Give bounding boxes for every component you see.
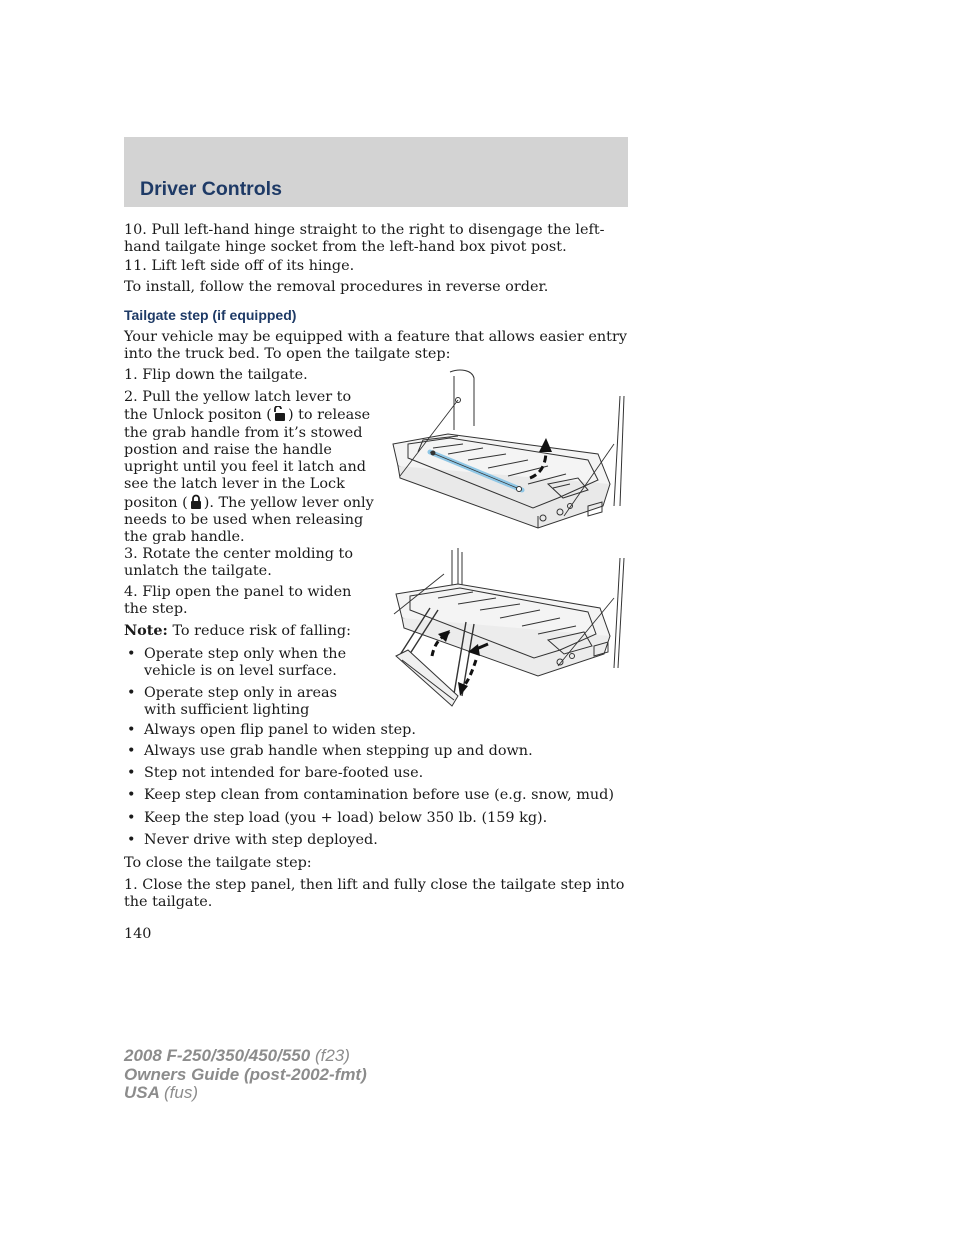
footer-region: USA <box>124 1083 160 1102</box>
bullet-text: Step not intended for bare-footed use. <box>144 765 424 781</box>
open-step-2-part-a: 2. Pull the yellow latch lever to the Unlock positon ( <box>124 389 352 424</box>
bullet-text: Always open flip panel to widen step. <box>144 722 416 738</box>
unlock-icon <box>273 406 287 422</box>
note-text: To reduce risk of falling: <box>167 623 351 639</box>
bullet-text: Operate step only in areas with sufficient lighting <box>144 685 337 718</box>
footer-model: 2008 F-250/350/450/550 <box>124 1046 311 1065</box>
open-step-3: 3. Rotate the center molding to unlatch the tailgate. <box>124 546 354 579</box>
section-header-band <box>124 137 628 207</box>
tailgate-handle-illustration <box>388 366 628 535</box>
bullet-text: Operate step only when the vehicle is on level surface. <box>144 646 347 679</box>
open-step-4: 4. Flip open the panel to widen the step. <box>124 584 352 617</box>
tailgate-step-intro: Your vehicle may be equipped with a feature that allows easier entry into the truck bed. To open the tailgate step: <box>124 329 627 362</box>
safety-note <box>124 623 374 640</box>
open-step-2 <box>124 389 376 547</box>
close-intro: To close the tailgate step: <box>124 855 312 871</box>
step-10-text: 10. Pull left-hand hinge straight to the right to disengage the left-hand tailgate hinge socket from the left-hand box pivot post. <box>124 222 605 255</box>
tailgate-step-heading: Tailgate step (if equipped) <box>124 307 297 323</box>
note-label: Note: <box>124 622 168 639</box>
footer-line-2: Owners Guide (post-2002-fmt) <box>124 1064 367 1084</box>
open-step-2-part-c: ). The yellow lever only needs to be used when releasing the grab handle. <box>124 494 374 546</box>
section-title: Driver Controls <box>140 178 282 200</box>
step-11-text: 11. Lift left side off of its hinge. <box>124 258 355 274</box>
page-number: 140 <box>124 926 152 942</box>
open-step-2-part-b: ) to release the grab handle from it’s stowed postion and raise the handle upright until you feel it latch and see the latch lever in the Lock positon ( <box>124 407 371 511</box>
close-step-1: 1. Close the step panel, then lift and fully close the tailgate step into the tailgate. <box>124 877 625 910</box>
lock-icon <box>189 494 203 510</box>
footer-line-3 <box>124 1084 367 1103</box>
install-note-text: To install, follow the removal procedures in reverse order. <box>124 279 549 295</box>
bullet-text: Keep step clean from contamination before use (e.g. snow, mud) <box>144 787 614 803</box>
bullet-text: Keep the step load (you + load) below 350 lb. (159 kg). <box>144 810 548 826</box>
bullet-text: Never drive with step deployed. <box>144 832 378 848</box>
footer-region-code: (fus) <box>164 1083 198 1102</box>
tailgate-step-illustration <box>388 548 628 717</box>
bullet-text: Always use grab handle when stepping up and down. <box>144 743 533 759</box>
document-footer <box>124 1047 367 1103</box>
footer-model-code: (f23) <box>314 1046 350 1065</box>
open-step-1: 1. Flip down the tailgate. <box>124 367 308 383</box>
footer-line-1 <box>124 1047 367 1066</box>
